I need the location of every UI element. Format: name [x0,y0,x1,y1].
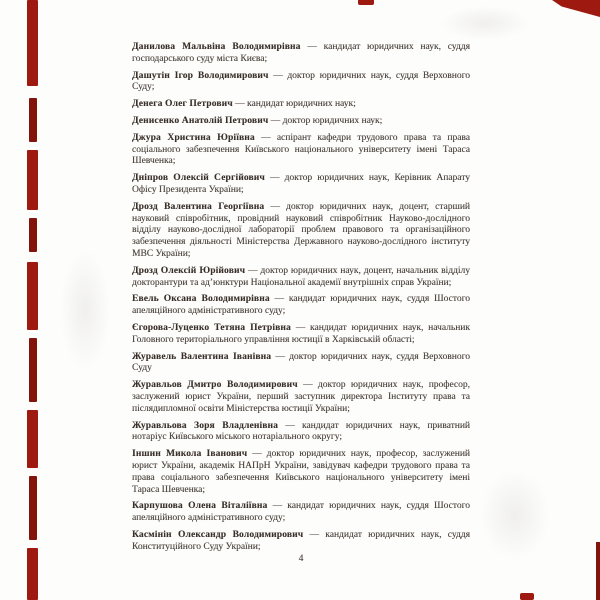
directory-entry [132,501,470,525]
person-name: Денега Олег Петрович [132,99,233,110]
person-description: — доктор юридичних наук, професор, заслужений юрист України, академік НАПрН України, завідувач кафедри трудового права та права соціального забезпечення Київського національного університету імені Тараса Шевченка; [132,449,470,495]
person-name: Карпушова Олена Віталіївна [132,501,268,512]
cover-edge-segment [29,98,37,142]
directory-entry [132,380,470,415]
person-name: Данилова Мальвіна Володимирівна [132,42,301,52]
directory-entry [132,449,470,496]
cover-edge-segment [27,262,38,330]
directory-entry [132,266,470,290]
directory-entry [132,294,470,318]
person-name: Журавльов Дмитро Володимирович [132,380,298,391]
directory-text-column [132,42,470,558]
cover-edge-segment [29,476,37,540]
directory-entry [132,42,470,66]
person-description: — кандидат юридичних наук; [235,99,356,110]
person-description: — кандидат юридичних наук, начальник Головного територіального управління юстиції в Харківській області; [132,322,470,345]
person-description: — доктор юридичних наук; [270,115,383,126]
directory-entry [132,116,470,128]
person-name: Евель Оксана Володимирівна [132,294,270,305]
book-cover-right-edge-mark [596,542,600,600]
person-name: Дрозд Олексій Юрійович [132,265,246,276]
directory-entry [132,421,470,445]
book-cover-top-right-corner [552,0,600,17]
scan-smudge [60,250,110,370]
person-name: Журавель Валентина Іванівна [132,351,272,362]
directory-entry [132,352,470,376]
cover-edge-segment [29,338,37,402]
book-cover-top-edge-mark [358,0,374,5]
person-description: — кандидат юридичних наук, суддя Шостого апеляційного адміністративного суду; [132,294,470,317]
directory-entry [132,202,470,261]
person-name: Єгорова-Луценко Тетяна Петрівна [132,322,291,333]
person-description: — кандидат юридичних наук, суддя Конституційного Суду України; [132,529,471,552]
person-description: — доктор юридичних наук, Керівник Апарату Офісу Президента України; [132,173,470,195]
person-description: — доктор юридичних наук, суддя Верховного Суду [132,351,471,374]
person-description: — кандидат юридичних наук, суддя Шостого апеляційного адміністративного суду; [132,501,470,524]
book-cover-bottom-edge-mark [520,593,534,600]
cover-edge-segment [27,0,38,86]
cover-edge-segment [27,150,38,210]
scan-smudge [440,6,530,40]
person-description: — доктор юридичних наук, доцент, начальник відділу докторантури та ад’юнктури Національної академії внутрішніх справ України; [132,265,470,288]
person-name: Дрозд Валентина Георгіївна [132,201,265,212]
cover-edge-segment [27,410,38,468]
person-description: — кандидат юридичних наук, суддя господарського суду міста Києва; [132,42,470,64]
person-name: Дашутін Ігор Володимирович [132,70,269,81]
person-name: Дніпров Олексій Сергійович [132,173,265,184]
book-cover-left-edge [27,0,39,600]
person-description: — доктор юридичних наук, професор, заслужений юрист України, перший заступник директора Інституту права та післядипломної освіти Міністерства юстиції України; [132,380,470,414]
page-number: 4 [298,554,304,564]
cover-edge-segment [29,218,37,252]
directory-entry [132,173,470,197]
directory-entry [132,71,470,95]
person-name: Касмінін Олександр Володимирович [132,529,304,540]
person-name: Іншин Микола Іванович [132,449,248,460]
person-name: Джура Христина Юріївна [132,132,255,143]
person-description: — аспірант кафедри трудового права та права соціального забезпечення Київського національного університету імені Тараса Шевченка; [132,132,470,167]
person-description: — доктор юридичних наук, доцент, старший науковий співробітник, провідний науковий співробітник Науково-дослідного відділу науково-дослідної лабораторії проблем правового та організаційного забезпечення діяльності Міністерства Державного науково-дослідного інституту МВС України; [132,201,470,259]
directory-entry [132,323,470,347]
directory-entry [132,99,470,111]
person-description: — доктор юридичних наук, суддя Верховного Суду; [132,70,471,93]
person-description: — кандидат юридичних наук, приватний нотаріус Київського міського нотаріального округу; [132,420,471,443]
directory-entry [132,133,470,168]
person-name: Журавльова Зоря Владленівна [132,420,279,431]
cover-edge-segment [27,548,38,600]
directory-entry [132,530,470,554]
person-name: Денисенко Анатолій Петрович [132,115,269,126]
scan-smudge [480,470,550,560]
